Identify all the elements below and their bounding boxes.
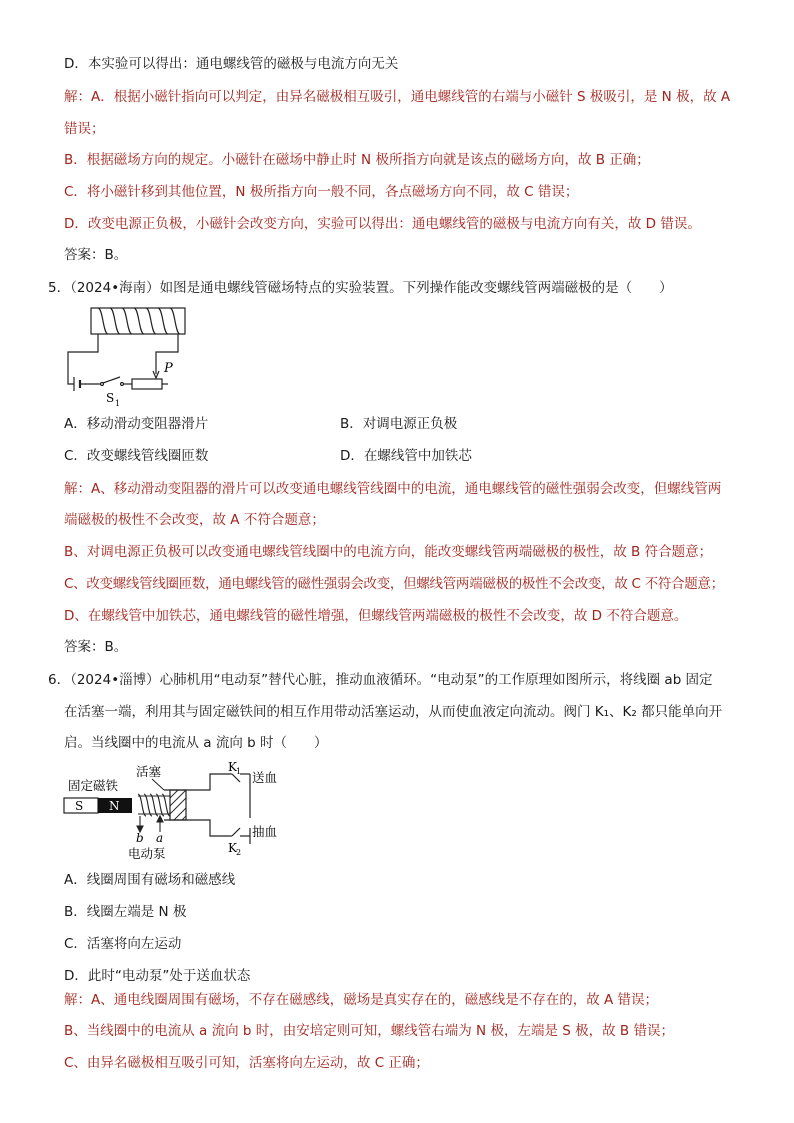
q6-stem-line-3: 启。当线圈中的电流从 a 流向 b 时（ ） [64,735,328,751]
q4-solution-line-5: D．改变电源正负极，小磁针会改变方向，实验可以得出：通电螺线管的磁极与电流方向有关，故 D 错误。 [64,216,701,232]
fixed-magnet-label: 固定磁铁 [68,778,119,793]
k1-label: K [228,762,237,774]
pump-label: 电动泵 [128,846,166,861]
q5-stem: 5．（2024•海南）如图是通电螺线管磁场特点的实验装置。下列操作能改变螺线管两端磁极的是（ ） [48,280,673,296]
q5-solution-line-3: B、对调电源正负极可以改变通电螺线管线圈中的电流方向，能改变螺线管两端磁极的极性，故 B 符合题意； [64,544,713,560]
label-p: P [164,361,173,376]
k1-sub: 1 [236,767,242,776]
draw-blood-label: 抽血 [252,824,278,839]
q6-option-a: A．线圈周围有磁场和磁感线 [64,872,236,888]
q5-option-c: C．改变螺线管线圈匝数 [64,448,209,464]
send-blood-label: 送血 [252,770,278,785]
q4-solution-line-2: 错误； [64,121,105,137]
solenoid-coil [98,308,180,334]
q6-solution-line-2: B、当线圈中的电流从 a 流向 b 时，由安培定则可知，螺线管右端为 N 极，左端是 S 极，故 B 错误； [64,1023,674,1039]
q5-answer: 答案：B。 [64,639,128,655]
k2-label: K [228,841,237,855]
q4-solution-line-1: 解：A．根据小磁针指向可以判定，由异名磁极相互吸引，通电螺线管的右端与小磁针 S 极吸引，是 N 极，故 A [64,89,731,105]
q5-option-d: D．在螺线管中加铁芯 [340,448,472,464]
pole-s-label: S [75,799,84,813]
rheostat [132,379,162,389]
q6-stem-line-1: 6．（2024•淄博）心肺机用“电动泵”替代心脏，推动血液循环。“电动泵”的工作原理如图所示，将线圈 ab 固定 [48,672,713,688]
switch-blade [103,377,120,383]
q5-option-b: B．对调电源正负极 [340,416,458,432]
q6-solution-line-1: 解：A、通电线圈周围有磁场，不存在磁感线，磁场是真实存在的，磁感线是不存在的，故 A 错误； [64,992,659,1008]
q6-stem-line-2: 在活塞一端，利用其与固定磁铁间的相互作用带动活塞运动，从而使血液定向流动。阀门 K₁、K₂ 都只能单向开 [64,704,723,720]
q6-pump-figure [60,762,300,862]
chamber-top [164,774,230,790]
q5-solution-line-1: 解：A、移动滑动变阻器的滑片可以改变通电螺线管线圈中的电流，通电螺线管的磁性强弱会改变，但螺线管两 [64,481,722,497]
q5-solution-line-2: 端磁极的极性不会改变，故 A 不符合题意； [64,512,325,528]
chamber-bottom [164,820,230,836]
left-lead-wire [68,334,98,384]
piston-label: 活塞 [136,764,162,779]
q5-circuit-figure [60,300,200,410]
q5-solution-line-5: D、在螺线管中加铁芯，通电螺线管的磁性增强，但螺线管两端磁极的极性不会改变，故 D 不符合题意。 [64,608,688,624]
label-s: S [106,391,115,405]
q6-option-d: D．此时“电动泵”处于送血状态 [64,968,251,984]
pole-n-label: N [109,799,120,813]
q4-solution-line-4: C．将小磁针移到其他位置，N 极所指方向一般不同，各点磁场方向不同，故 C 错误； [64,184,579,200]
q6-option-c: C．活塞将向左运动 [64,936,182,952]
k2-sub: 2 [236,848,242,857]
q6-solution-line-3: C、由异名磁极相互吸引可知，活塞将向左运动，故 C 正确； [64,1055,429,1071]
q4-answer: 答案：B。 [64,247,128,263]
valve-k2 [232,828,240,836]
label-s-sub: 1 [115,399,121,408]
q5-solution-line-4: C、改变螺线管线圈匝数，通电螺线管的磁性强弱会改变，但螺线管两端磁极的极性不会改变，故 C 不符合题意； [64,576,724,592]
label-b: b [136,831,144,845]
coil-windings [138,794,170,816]
q6-option-b: B．线圈左端是 N 极 [64,904,187,920]
q5-option-a: A．移动滑动变阻器滑片 [64,416,209,432]
q4-solution-line-3: B．根据磁场方向的规定。小磁针在磁场中静止时 N 极所指方向就是该点的磁场方向，故 B 正确； [64,152,650,168]
label-a: a [156,831,164,845]
q4-option-d: D．本实验可以得出：通电螺线管的磁极与电流方向无关 [64,56,399,72]
